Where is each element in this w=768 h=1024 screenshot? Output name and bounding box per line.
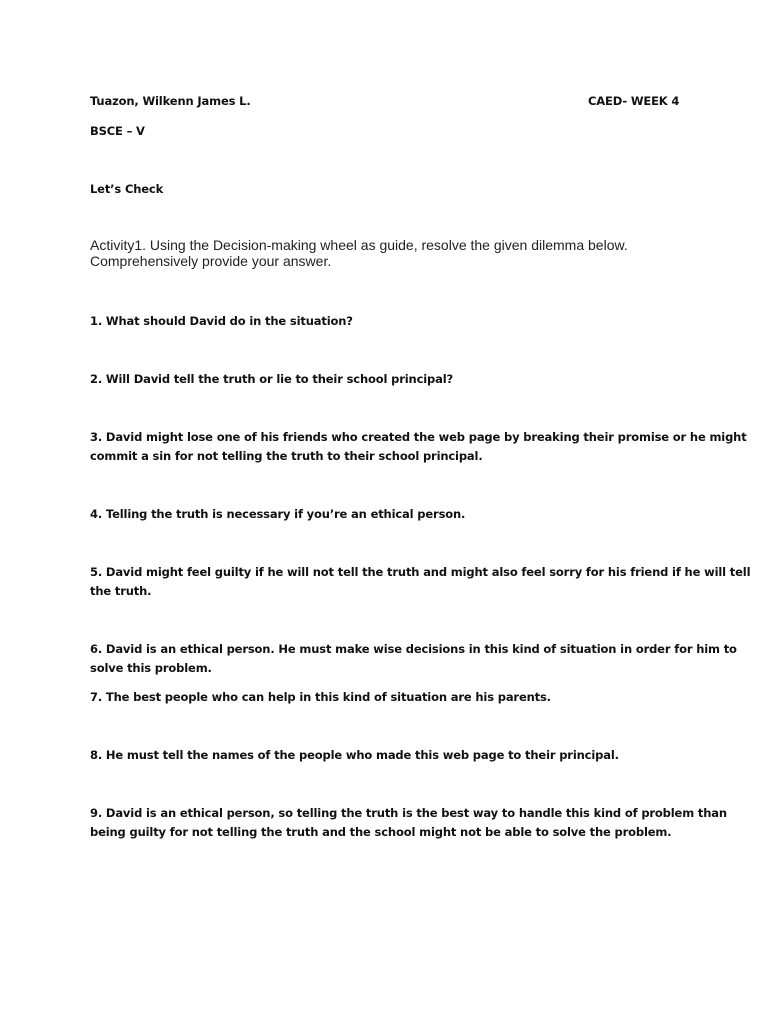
answer-6-line-1: 6. David is an ethical person. He must make wise decisions in this kind of situation in order for him to [90, 642, 737, 656]
answer-1: 1. What should David do in the situation? [90, 314, 353, 328]
course-week-label: CAED- WEEK 4 [588, 94, 680, 108]
answer-5-line-2: the truth. [90, 584, 152, 598]
answer-5-line-1: 5. David might feel guilty if he will not tell the truth and might also feel sorry for his friend if he will tell [90, 565, 751, 579]
answer-9-line-2: being guilty for not telling the truth and the school might not be able to solve the problem. [90, 825, 672, 839]
activity-instructions [90, 237, 650, 269]
answer-2: 2. Will David tell the truth or lie to their school principal? [90, 372, 454, 386]
activity-line-2: Comprehensively provide your answer. [90, 253, 332, 269]
answer-3-line-1: 3. David might lose one of his friends who created the web page by breaking their promise or he might [90, 430, 747, 444]
student-name: Tuazon, Wilkenn James L. [90, 94, 251, 108]
answer-7: 7. The best people who can help in this kind of situation are his parents. [90, 690, 551, 704]
section-label: BSCE – V [90, 124, 145, 138]
answer-4: 4. Telling the truth is necessary if you’re an ethical person. [90, 507, 466, 521]
answer-6-line-2: solve this problem. [90, 661, 212, 675]
answer-3-line-2: commit a sin for not telling the truth to their school principal. [90, 449, 483, 463]
answer-8: 8. He must tell the names of the people who made this web page to their principal. [90, 748, 619, 762]
section-heading: Let’s Check [90, 182, 164, 196]
activity-line-1: Activity1. Using the Decision-making wheel as guide, resolve the given dilemma below. [90, 237, 628, 253]
answer-9-line-1: 9. David is an ethical person, so telling the truth is the best way to handle this kind of problem than [90, 806, 727, 820]
